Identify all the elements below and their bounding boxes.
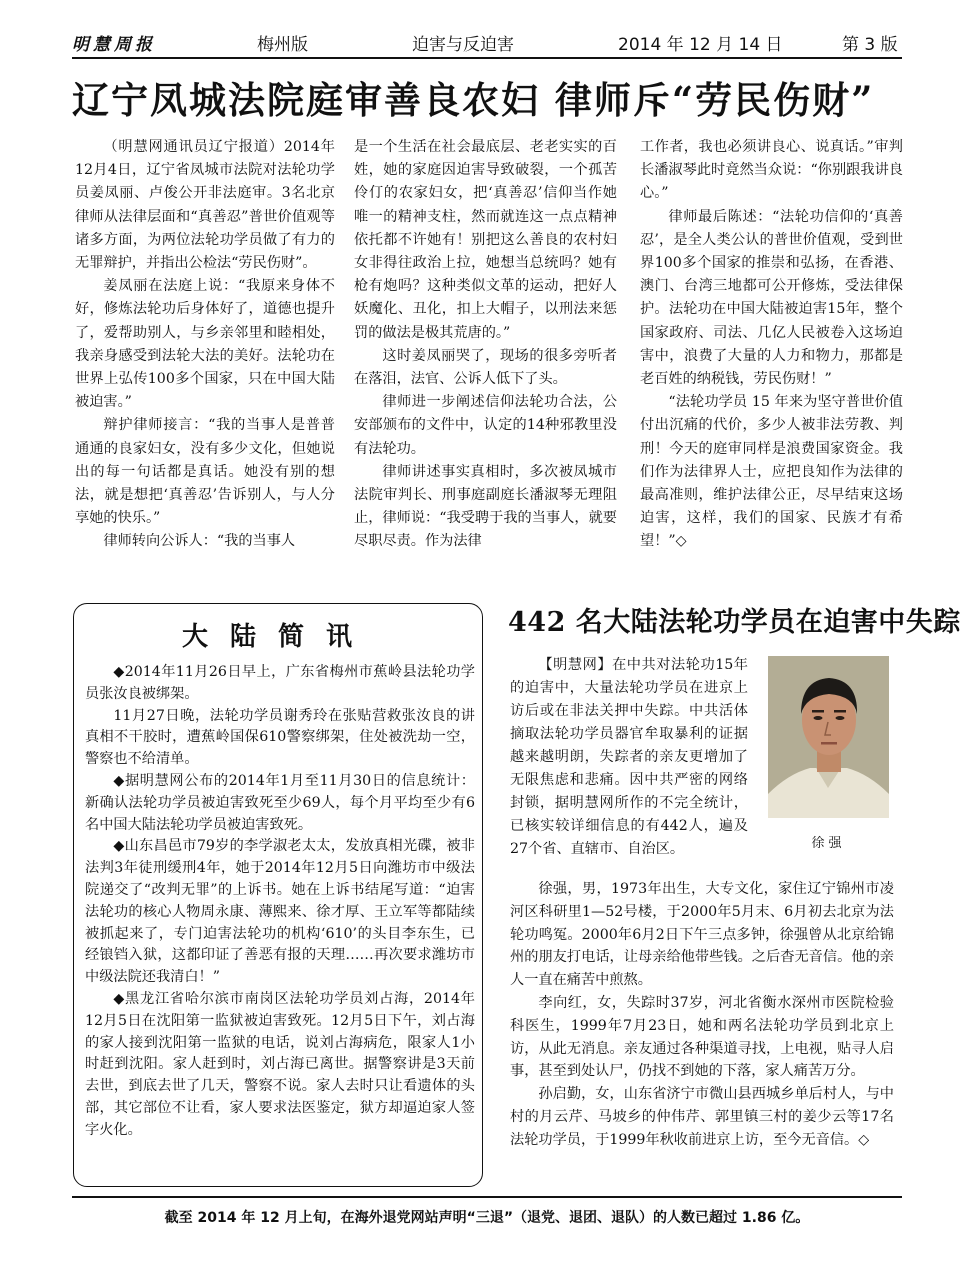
article-paragraph: 律师进一步阐述信仰法轮功合法，公安部颁布的文件中，认定的14种邪教里没有法轮功。 <box>354 394 617 457</box>
news-brief-body <box>85 662 475 1142</box>
edition-label: 梅州版 <box>257 35 308 55</box>
portrait-image <box>768 656 889 818</box>
article-paragraph: 律师讲述事实真相时，多次被凤城市法院审判长、刑事庭副庭长潘淑琴无理阻止，律师说：“我受聘于我的当事人，就要尽职尽责。作为法律 <box>354 463 617 550</box>
article-paragraph: 律师转向公诉人：“我的当事人 <box>103 533 296 550</box>
article-paragraph: 律师最后陈述：“法轮功信仰的‘真善忍’，是全人类公认的普世价值观，受到世界100多个国家的推崇和弘扬，在香港、澳门、台湾三地都可公开修炼，受法律保护。法轮功在中国大陆被迫害15年，整个国家政府、司法、几亿人民被卷入这场迫害中，浪费了大量的人力和物力，那都是老百姓的纳税钱，劳民伤财！” <box>640 208 903 388</box>
article-paragraph: 姜凤丽在法庭上说：“我原来身体不好，修炼法轮功后身体好了，道德也提升了，爱帮助别人，与乡亲邻里和睦相处，我亲身感受到法轮大法的美好。法轮功在世界上弘传100多个国家，只在中国大陆被迫害。” <box>75 278 335 411</box>
article-paragraph: 【明慧网】在中共对法轮功15年的迫害中，大量法轮功学员在进京上访后或在非法关押中失踪。中共活体摘取法轮功学员器官牟取暴利的证据越来越明朗，失踪者的亲友更增加了无限焦虑和悲痛。因中共严密的网络封锁，据明慧网所作的不完全统计，已核实较详细信息的有442人，遍及27个省、直辖市、自治区。 <box>510 657 748 857</box>
brief-item: ◆2014年11月26日早上，广东省梅州市蕉岭县法轮功学员张汝良被绑架。 <box>85 664 475 702</box>
article-paragraph: 工作者，我也必须讲良心、说真话。”审判长潘淑琴此时竟然当众说：“你别跟我讲良心。” <box>640 139 903 202</box>
brief-item: 11月27日晚，法轮功学员谢秀玲在张贴营救张汝良的讲真相不干胶时，遭蕉岭国保610警察绑架，住处被洗劫一空，警察也不给清单。 <box>85 707 475 768</box>
missing-article-headline: 442 名大陆法轮功学员在迫害中失踪 <box>508 607 961 638</box>
article-paragraph: 辩护律师接言：“我的当事人是普普通通的良家妇女，没有多少文化，但她说出的每一句话都是真话。她没有别的想法，就是想把‘真善忍’告诉别人，与人分享她的快乐。” <box>75 417 335 527</box>
issue-date: 2014 年 12 月 14 日 <box>618 35 783 55</box>
main-headline: 辽宁凤城法院庭审善良农妇 律师斥“劳民伤财” <box>72 78 875 122</box>
brief-item: ◆黑龙江省哈尔滨市南岗区法轮功学员刘占海，2014年12月5日在沈阳第一监狱被迫害致死。12月5日下午，刘占海的家人接到沈阳第一监狱的电话，说刘占海病危，限家人1小时赶到沈阳。家人赶到时，刘占海已离世。据警察讲是3天前去世，到底去世了几天，警察不说。家人去时只让看遗体的头部，其它部位不让看，家人要求法医鉴定，狱方却逼迫家人签字火化。 <box>85 990 475 1138</box>
page-number: 第 3 版 <box>842 35 898 55</box>
article-paragraph: 李向红，女，失踪时37岁，河北省衡水深州市医院检验科医生，1999年7月23日，她和两名法轮功学员到北京上访，从此无消息。亲友通过各种渠道寻找，上电视，贴寻人启事，甚至到处认尸，仍找不到她的下落，家人痛苦万分。 <box>510 994 894 1080</box>
main-article-column-3 <box>640 136 903 554</box>
news-brief-title: 大陆简讯 <box>181 622 374 652</box>
header-divider <box>72 57 902 59</box>
brief-item: ◆山东昌邑市79岁的李学淑老太太，发放真相光碟，被非法判3年徒刑缓刑4年，她于2014年12月5日向潍坊市中级法院递交了“改判无罪”的上诉书。她在上诉书结尾写道：“迫害法轮功的核心人物周永康、薄熙来、徐才厚、王立军等都陆续被抓起来了，专门迫害法轮功的机构‘610’的头目李东生，已经锒铛入狱，这都印证了善恶有报的天理……再次要求潍坊市中级法院还我清白！” <box>85 838 475 986</box>
missing-article-intro <box>510 654 748 861</box>
article-paragraph: （明慧网通讯员辽宁报道）2014年12月4日，辽宁省凤城市法院对法轮功学员姜凤丽、卢俊公开非法庭审。3名北京律师从法律层面和“真善忍”普世价值观等诸多方面，为两位法轮功学员做了有力的无罪辩护，并指出公检法“劳民伤财”。 <box>75 139 335 272</box>
article-paragraph: “法轮功学员 15 年来为坚守普世价值付出沉痛的代价，多少人被非法劳教、判刑！今天的庭审同样是浪费国家资金。我们作为法律界人士，应把良知作为法律的最高准则，维护法律公正，尽早结束这场迫害，这样，我们的国家、民族才有希望！”◇ <box>640 394 903 550</box>
footer-notice: 截至 2014 年 12 月上旬，在海外退党网站声明“三退”（退党、退团、退队）的人数已超过 1.86 亿。 <box>164 1210 810 1226</box>
missing-article-body <box>510 878 894 1152</box>
section-label: 迫害与反迫害 <box>412 35 514 55</box>
page-header <box>72 30 902 56</box>
portrait-photo <box>768 656 889 818</box>
footer-divider <box>72 1196 902 1198</box>
main-article-column-1 <box>75 136 335 554</box>
article-paragraph: 孙启勤，女，山东省济宁市微山县西城乡单后村人，与中村的月云芹、马坡乡的仲伟芹、郭里镇三村的姜少云等17名法轮功学员，于1999年秋收前进京上访，至今无音信。◇ <box>510 1086 894 1148</box>
article-paragraph: 是一个生活在社会最底层、老老实实的百姓，她的家庭因迫害导致破裂，一个孤苦伶仃的农家妇女，把‘真善忍’信仰当作她唯一的精神支柱，然而就连这一点点精神依托都不许她有！别把这么善良的农村妇女非得往政治上拉，她想当总统吗？她有枪有炮吗？这种类似文革的运动，把好人妖魔化、丑化，扣上大帽子，以刑法来惩罚的做法是极其荒唐的。” <box>354 139 617 341</box>
article-paragraph: 这时姜凤丽哭了，现场的很多旁听者在落泪，法官、公诉人低下了头。 <box>354 347 617 388</box>
masthead: 明慧周报 <box>72 35 156 55</box>
photo-caption: 徐强 <box>811 836 846 851</box>
main-article-column-2 <box>354 136 617 554</box>
brief-item: ◆据明慧网公布的2014年1月至11月30日的信息统计：新确认法轮功学员被迫害致死至少69人，每个月平均至少有6名中国大陆法轮功学员被迫害致死。 <box>85 772 475 833</box>
article-paragraph: 徐强，男，1973年出生，大专文化，家住辽宁锦州市凌河区科研里1—52号楼，于2000年5月末、6月初去北京为法轮功鸣冤。2000年6月2日下午三点多钟，徐强曾从北京给锦州的朋友打电话，让母亲给他带些钱。之后杳无音信。他的亲人一直在痛苦中煎熬。 <box>510 881 894 989</box>
